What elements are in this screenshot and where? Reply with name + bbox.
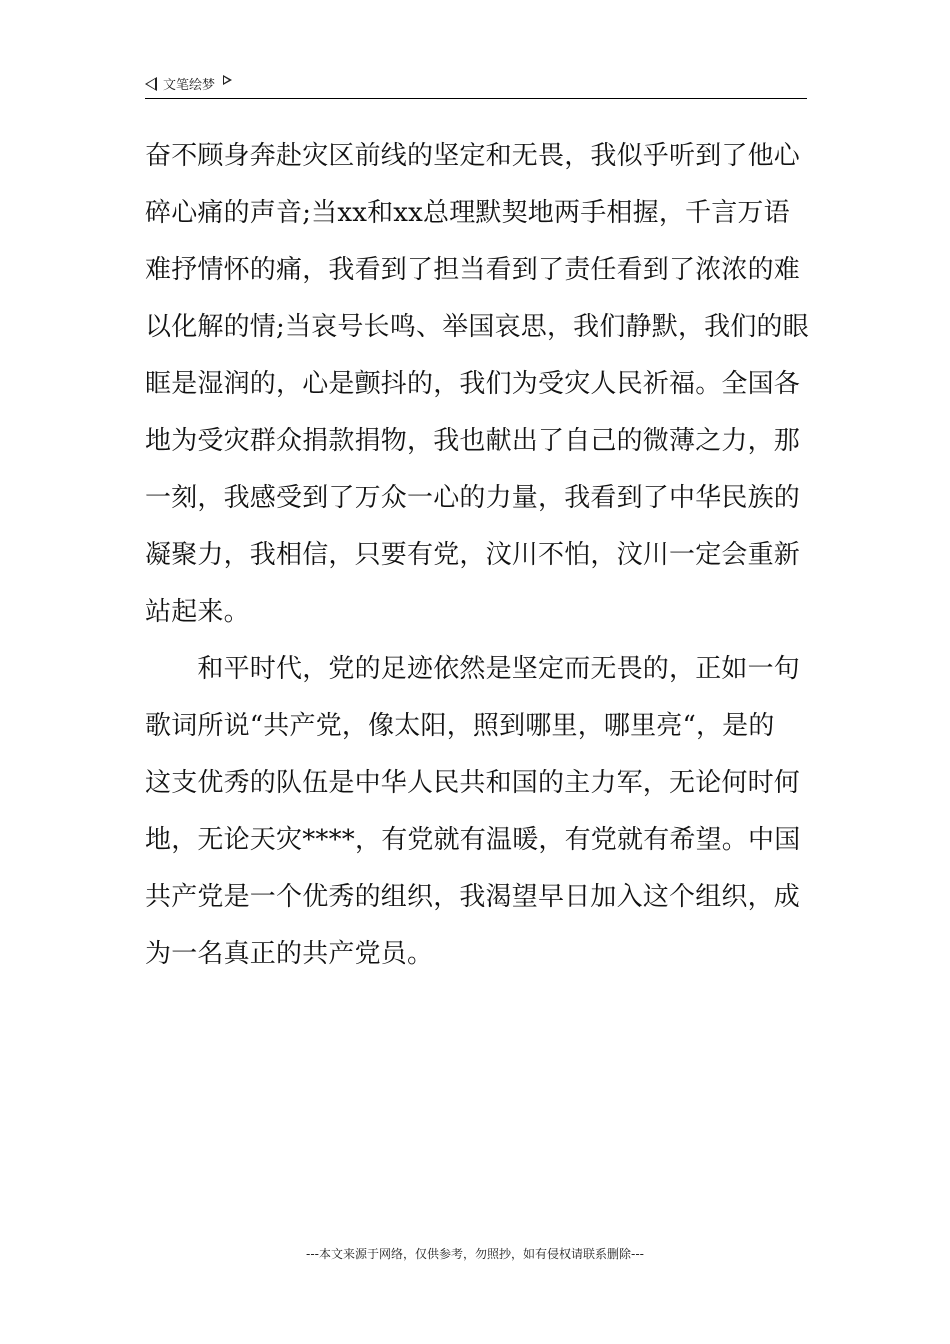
page-footer: ---本文来源于网络，仅供参考，勿照抄，如有侵权请联系删除--- xyxy=(306,1247,644,1261)
page-header xyxy=(145,70,807,99)
brand-text: 文笔绘梦 xyxy=(163,78,216,93)
triangle-right-icon xyxy=(223,75,232,85)
text-line: 为一名真正的共产党员。 xyxy=(145,939,434,969)
text-line: 碎心痛的声音;当xx和xx总理默契地两手相握，千言万语 xyxy=(145,198,790,228)
text-line: 歌词所说“共产党，像太阳，照到哪里，哪里亮“，是的 xyxy=(145,711,775,741)
text-line: 和平时代，党的足迹依然是坚定而无畏的，正如一句 xyxy=(145,654,801,684)
text-line: 奋不顾身奔赴灾区前线的坚定和无畏，我似乎听到了他心 xyxy=(145,141,801,171)
text-line: 凝聚力，我相信，只要有党，汶川不怕，汶川一定会重新 xyxy=(145,540,801,570)
document-body xyxy=(145,128,810,983)
header-brand xyxy=(145,74,232,93)
text-line: 地为受灾群众捐款捐物，我也献出了自己的微薄之力，那 xyxy=(145,426,801,456)
text-line: 地，无论天灾****，有党就有温暖，有党就有希望。中国 xyxy=(145,825,801,855)
text-line: 以化解的情;当哀号长鸣、举国哀思，我们静默，我们的眼 xyxy=(145,312,809,342)
triangle-left-icon xyxy=(145,77,157,91)
text-line: 难抒情怀的痛，我看到了担当看到了责任看到了浓浓的难 xyxy=(145,255,801,285)
text-line: 共产党是一个优秀的组织，我渴望早日加入这个组织，成 xyxy=(145,882,801,912)
text-line: 这支优秀的队伍是中华人民共和国的主力军，无论何时何 xyxy=(145,768,801,798)
text-line: 眶是湿润的，心是颤抖的，我们为受灾人民祈福。全国各 xyxy=(145,369,801,399)
text-line: 站起来。 xyxy=(145,597,250,627)
text-line: 一刻，我感受到了万众一心的力量，我看到了中华民族的 xyxy=(145,483,801,513)
